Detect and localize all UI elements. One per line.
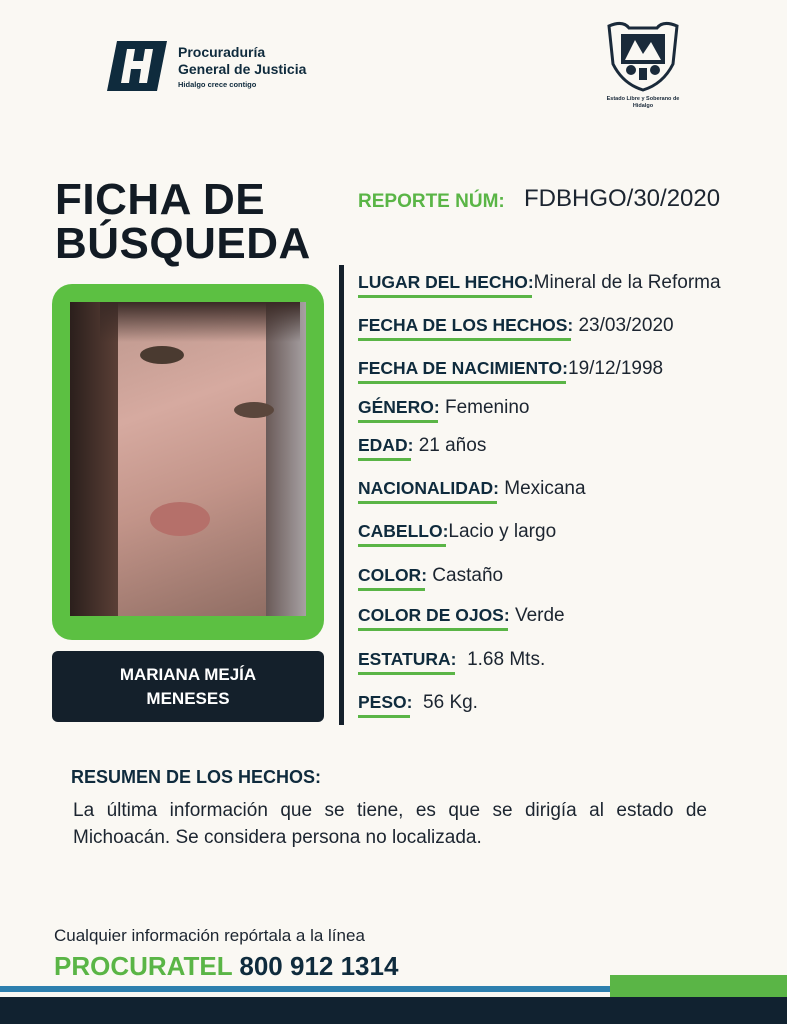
person-photo	[70, 302, 306, 616]
field-label: COLOR DE OJOS:	[358, 605, 510, 625]
org-name-line2: General de Justicia	[178, 61, 307, 77]
seal-caption: Estado Libre y Soberano de Hidalgo	[606, 96, 680, 109]
field-value: Castaño	[427, 565, 504, 586]
field-value: 23/03/2020	[573, 315, 674, 336]
field-cabello	[358, 521, 556, 543]
field-fecha-hechos	[358, 315, 674, 337]
page-title-line2: BÚSQUEDA	[55, 219, 311, 268]
field-label: NACIONALIDAD:	[358, 478, 499, 498]
person-name-box	[52, 651, 324, 722]
page-title	[55, 175, 311, 268]
field-genero	[358, 397, 529, 419]
field-label: GÉNERO:	[358, 397, 440, 417]
photo-eye-left	[140, 346, 184, 364]
summary-text: La última información que se tiene, es que se dirigía al estado de Michoacán. Se considera persona no localizada.	[73, 800, 707, 848]
field-fecha-nacimiento	[358, 358, 663, 380]
field-label: ESTATURA:	[358, 649, 457, 669]
field-peso	[358, 692, 478, 714]
page-title-line1: FICHA DE	[55, 175, 266, 224]
field-label: FECHA DE NACIMIENTO:	[358, 358, 568, 378]
photo-eye-right	[234, 402, 274, 418]
report-label: REPORTE NÚM:	[358, 191, 505, 212]
summary-title: RESUMEN DE LOS HECHOS:	[71, 767, 322, 787]
field-color	[358, 565, 503, 587]
hotline-number: 800 912 1314	[239, 951, 399, 981]
org-tagline: Hidalgo crece contigo	[178, 80, 257, 89]
vertical-divider	[339, 265, 344, 725]
field-value: 19/12/1998	[568, 358, 664, 379]
footer-note: Cualquier información repórtala a la línea	[54, 926, 365, 945]
field-color-ojos	[358, 605, 565, 627]
pgj-logo-icon	[107, 41, 167, 91]
footer-stripe-blue	[0, 986, 610, 992]
field-label: EDAD:	[358, 435, 414, 455]
state-seal-icon	[603, 20, 683, 92]
report-number: FDBHGO/30/2020	[524, 185, 721, 212]
field-value: Mexicana	[498, 478, 586, 499]
org-name-line1: Procuraduría	[178, 44, 266, 60]
person-name: MARIANA MEJÍA MENESES	[119, 664, 257, 708]
field-nacionalidad	[358, 478, 586, 500]
field-value: 1.68 Mts.	[456, 649, 546, 670]
footer-stripe-green	[610, 975, 787, 997]
hotline-name: PROCURATEL	[54, 951, 233, 981]
photo-hair-top	[100, 302, 300, 342]
field-label: PESO:	[358, 692, 413, 712]
field-estatura	[358, 649, 545, 671]
field-value: 21 años	[413, 435, 487, 456]
field-edad	[358, 435, 486, 457]
footer-bar	[0, 997, 787, 1024]
field-label: LUGAR DEL HECHO:	[358, 272, 534, 292]
field-value: Lacio y largo	[448, 521, 557, 542]
photo-hair-left	[70, 302, 118, 616]
photo-hair-right	[266, 302, 306, 616]
field-label: COLOR:	[358, 565, 428, 585]
photo-lips	[150, 502, 210, 536]
hotline	[54, 951, 398, 982]
field-value: Mineral de la Reforma	[533, 272, 721, 293]
field-value: Femenino	[439, 397, 530, 418]
field-label: FECHA DE LOS HECHOS:	[358, 315, 574, 335]
field-lugar	[358, 272, 721, 294]
org-name	[178, 44, 306, 89]
field-value: Verde	[509, 605, 565, 626]
photo-frame	[52, 284, 324, 640]
field-value: 56 Kg.	[412, 692, 478, 713]
field-label: CABELLO:	[358, 521, 449, 541]
